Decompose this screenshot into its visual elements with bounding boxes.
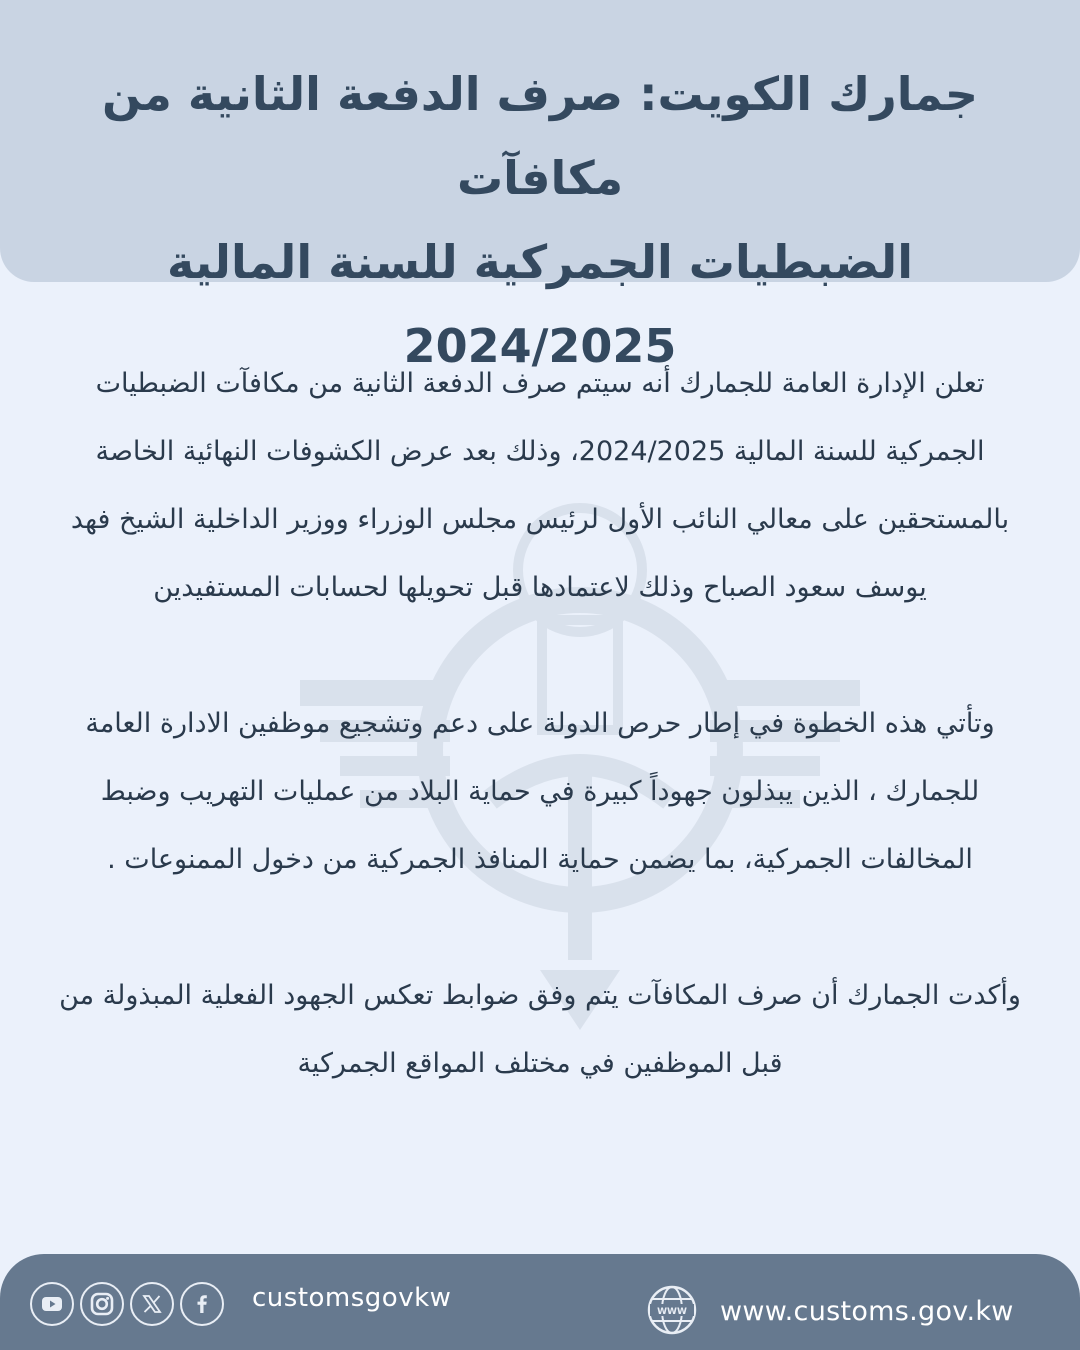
paragraph-3: وأكدت الجمارك أن صرف المكافآت يتم وفق ضوابط تعكس الجهود الفعلية المبذولة من قبل الموظفين في مختلف المواقع الجمركية <box>59 980 1021 1079</box>
instagram-icon[interactable] <box>80 1282 124 1326</box>
globe-icon <box>646 1284 698 1336</box>
website-link[interactable]: www.customs.gov.kw <box>720 1296 1014 1327</box>
social-icons <box>30 1282 224 1326</box>
youtube-icon[interactable] <box>30 1282 74 1326</box>
paragraph-spacer <box>50 622 1030 690</box>
social-handle[interactable]: customsgovkw <box>252 1283 452 1313</box>
page-title <box>40 52 1040 388</box>
footer-bar <box>0 1254 1080 1350</box>
paragraph-spacer <box>50 894 1030 962</box>
globe-label: WWW <box>657 1307 687 1317</box>
facebook-icon[interactable] <box>180 1282 224 1326</box>
x-icon[interactable] <box>130 1282 174 1326</box>
title-line-1: جمارك الكويت: صرف الدفعة الثانية من مكافآت <box>102 67 978 205</box>
title-line-2: الضبطيات الجمركية للسنة المالية 2024/2025 <box>167 235 913 373</box>
announcement-body <box>50 350 1030 1098</box>
paragraph-2: وتأتي هذه الخطوة في إطار حرص الدولة على دعم وتشجيع موظفين الادارة العامة للجمارك ، الذين يبذلون جهوداً كبيرة في حماية البلاد من عمليات التهريب وضبط المخالفات الجمركية، بما يضمن حماية المنافذ الجمركية من دخول الممنوعات . <box>85 708 995 875</box>
paragraph-1: تعلن الإدارة العامة للجمارك أنه سيتم صرف الدفعة الثانية من مكافآت الضبطيات الجمركية للسنة المالية 2024/2025، وذلك بعد عرض الكشوفات النهائية الخاصة بالمستحقين على معالي النائب الأول لرئيس مجلس الوزراء ووزير الداخلية الشيخ فهد يوسف سعود الصباح وذلك لاعتمادها قبل تحويلها لحسابات المستفيدين <box>70 368 1010 603</box>
header-banner <box>0 0 1080 373</box>
